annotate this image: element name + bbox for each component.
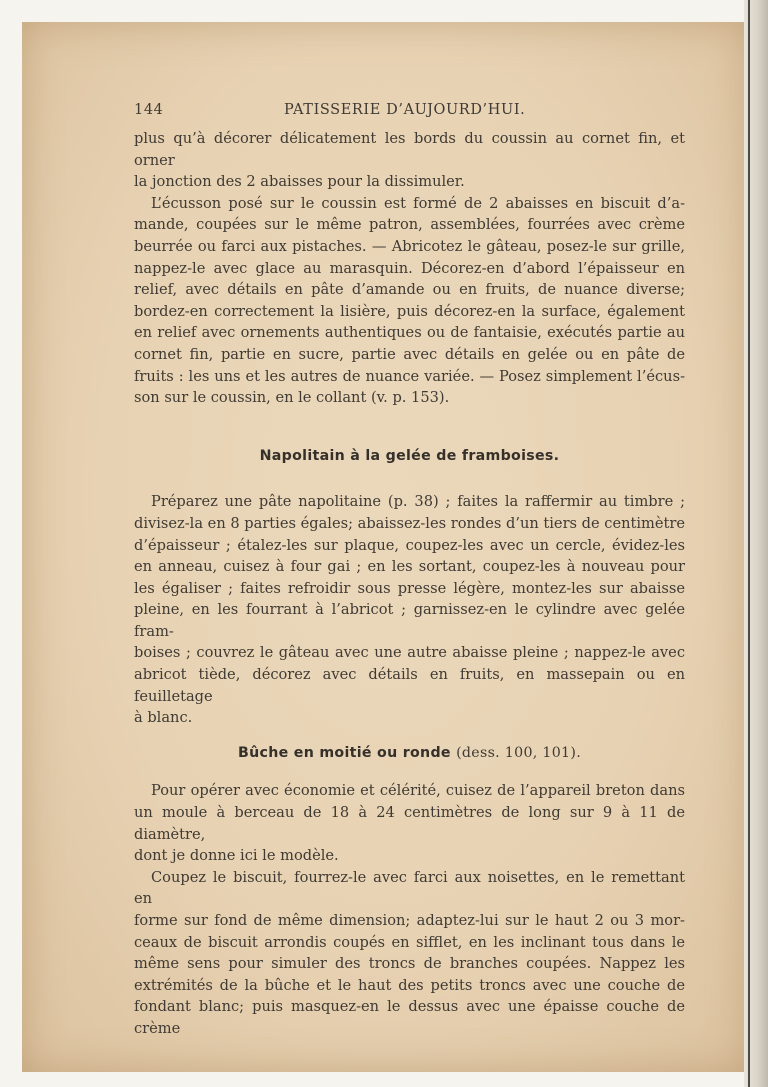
text-line: bordez-en correctement la lisière, puis décorez-en la surface, également — [134, 302, 685, 320]
text-line: à blanc. — [134, 709, 193, 727]
heading-text: Bûche en moitié ou ronde — [237, 744, 451, 761]
text-line: extrémités de la bûche et le haut des petits troncs avec une couche de — [134, 976, 685, 994]
text-line: L’écusson posé sur le coussin est formé de 2 abaisses en biscuit d’a- — [151, 194, 685, 212]
text-line: beurrée ou farci aux pistaches. — Abricotez le gâteau, posez-le sur grille, — [134, 237, 685, 255]
binding-line — [748, 0, 750, 1087]
text-line: un moule à berceau de 18 à 24 centimètres de long sur 9 à 11 de diamètre, — [134, 804, 685, 843]
section-heading-buche — [134, 743, 685, 765]
text-line: plus qu’à décorer délicatement les bords du coussin au cornet fin, et orner — [134, 130, 685, 169]
text-line: les égaliser ; faites refroidir sous presse légère, montez-les sur abaisse — [134, 579, 685, 597]
text-line: en anneau, cuisez à four gai ; en les sortant, coupez-les à nouveau pour — [134, 558, 685, 576]
text-line: relief, avec détails en pâte d’amande ou en fruits, de nuance diverse; — [134, 281, 685, 299]
ecusson-paragraph — [134, 193, 685, 409]
text-line: fondant blanc; puis masquez-en le dessus avec une épaisse couche de crème — [134, 998, 685, 1037]
running-title: PATISSERIE D’AUJOURD’HUI. — [284, 102, 526, 118]
buche-paragraph-2 — [134, 867, 685, 1040]
running-head — [134, 100, 685, 128]
text-line: forme sur fond de même dimension; adaptez-lui sur le haut 2 ou 3 mor- — [134, 912, 685, 929]
heading-text: Napolitain à la gelée de framboises. — [259, 447, 560, 464]
intro-paragraph — [134, 128, 685, 193]
text-line: son sur le coussin, en le collant (v. p. 153). — [134, 389, 450, 407]
text-line: mande, coupées sur le même patron, assemblées, fourrées avec crème — [134, 216, 685, 234]
text-line: abricot tiède, décorez avec détails en fruits, en massepain ou en feuilletage — [134, 666, 685, 705]
text-line: même sens pour simuler des troncs de branches coupées. Nappez les — [134, 955, 685, 973]
napolitain-paragraph — [134, 491, 685, 729]
text-line: d’épaisseur ; étalez-les sur plaque, coupez-les avec un cercle, évidez-les — [134, 536, 685, 554]
text-line: dont je donne ici le modèle. — [134, 847, 339, 865]
text-line: divisez-la en 8 parties égales; abaissez-les rondes d’un tiers de centimètre — [134, 514, 685, 532]
text-line: boises ; couvrez le gâteau avec une autre abaisse pleine ; nappez-le avec — [134, 644, 685, 662]
text-line: en relief avec ornements authentiques ou de fantaisie, exécutés partie au — [134, 324, 685, 342]
text-line: pleine, en les fourrant à l’abricot ; garnissez-en le cylindre avec gelée fram- — [134, 601, 685, 640]
text-line: cornet fin, partie en sucre, partie avec détails en gelée ou en pâte de — [134, 345, 685, 363]
text-line: ceaux de biscuit arrondis coupés en sifflet, en les inclinant tous dans le — [134, 933, 685, 951]
figure-reference: (dess. 100, 101). — [456, 744, 582, 761]
page-content — [134, 100, 685, 1040]
text-line: Pour opérer avec économie et célérité, cuisez de l’appareil breton dans — [151, 782, 685, 800]
text-line: fruits : les uns et les autres de nuance variée. — Posez simplement l’écus- — [134, 367, 685, 385]
text-line: Préparez une pâte napolitaine (p. 38) ; faites la raffermir au timbre ; — [151, 493, 685, 511]
text-line: Coupez le biscuit, fourrez-le avec farci aux noisettes, en le remettant en — [134, 868, 685, 908]
text-line: la jonction des 2 abaisses pour la dissimuler. — [134, 173, 465, 191]
page-number: 144 — [134, 102, 164, 118]
section-heading-napolitain — [134, 446, 685, 468]
buche-paragraph-1 — [134, 780, 685, 866]
text-line: nappez-le avec glace au marasquin. Décorez-en d’abord l’épaisseur en — [134, 259, 685, 277]
